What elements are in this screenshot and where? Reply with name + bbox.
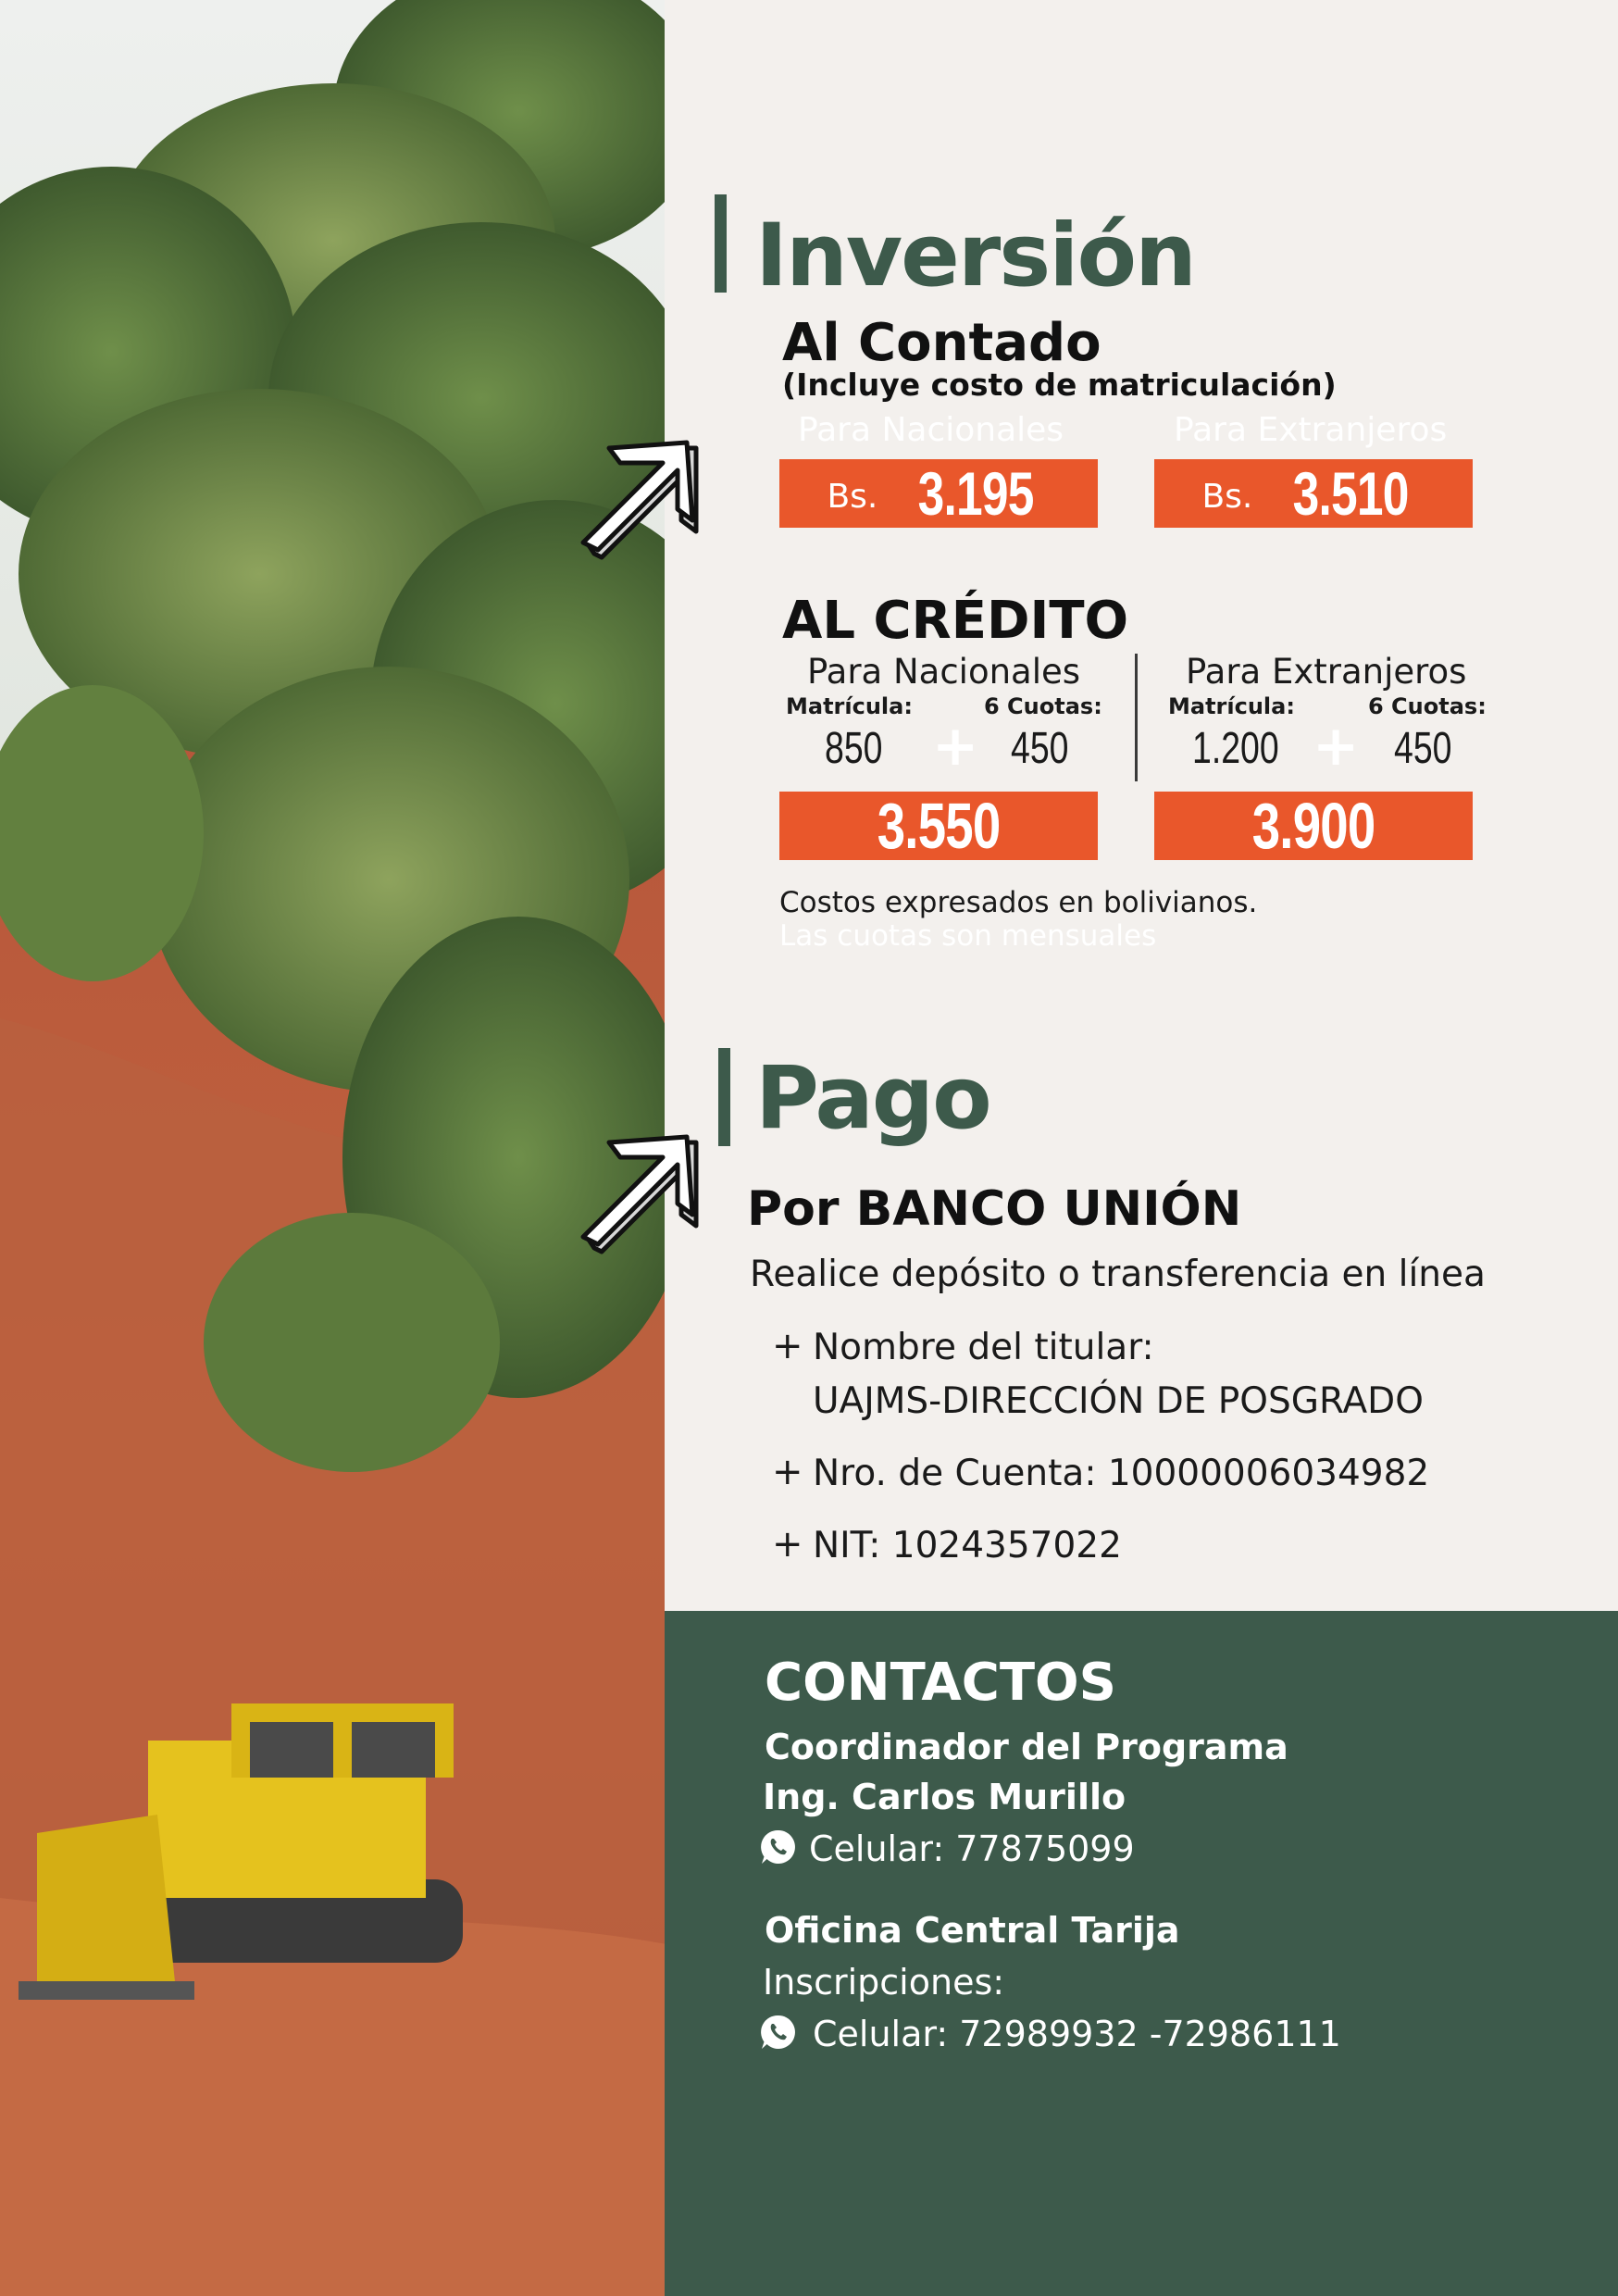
pago-title: Pago [755, 1048, 990, 1149]
credito-divider [1135, 654, 1138, 781]
contado-nacionales-price: 3.195 [917, 459, 1034, 528]
credito-extranjeros-total-box [1154, 792, 1473, 860]
pago-bank: Por BANCO UNIÓN [747, 1181, 1242, 1237]
oficina-label: Oficina Central Tarija [765, 1910, 1180, 1951]
arrow-up-right-icon [566, 424, 713, 570]
whatsapp-icon [759, 1828, 798, 1866]
contado-nacionales-label: Para Nacionales [798, 411, 1064, 449]
pago-section-bar [718, 1048, 730, 1146]
contado-heading: Al Contado [782, 313, 1101, 373]
nacionales-plus: + [932, 714, 979, 779]
coordinador-label: Coordinador del Programa [765, 1727, 1288, 1767]
inversion-title: Inversión [755, 206, 1195, 306]
cuotas-note: Las cuotas son mensuales [779, 919, 1157, 953]
extranjeros-cuotas-value: 450 [1394, 724, 1452, 773]
nacionales-cuotas-label: 6 Cuotas: [984, 693, 1102, 719]
titular-value: UAJMS-DIRECCIÓN DE POSGRADO [813, 1380, 1424, 1422]
inversion-section-bar [715, 194, 727, 293]
nacionales-matricula-label: Matrícula: [786, 693, 913, 719]
bullet-icon: + [772, 1451, 803, 1493]
costos-note: Costos expresados en bolivianos. [779, 886, 1258, 919]
credito-heading: AL CRÉDITO [782, 591, 1129, 651]
currency-label: Bs. [827, 477, 878, 516]
extranjeros-cuotas-label: 6 Cuotas: [1368, 693, 1487, 719]
extranjeros-plus: + [1313, 714, 1360, 779]
bullet-icon: + [772, 1523, 803, 1566]
contado-nacionales-price-box [779, 459, 1098, 528]
extranjeros-matricula-value: 1.200 [1192, 724, 1279, 773]
contado-extranjeros-price: 3.510 [1292, 459, 1409, 528]
arrow-up-right-icon [566, 1118, 713, 1265]
contado-extranjeros-price-box [1154, 459, 1473, 528]
currency-label: Bs. [1201, 477, 1253, 516]
whatsapp-icon [759, 2013, 798, 2052]
contado-extranjeros-label: Para Extranjeros [1174, 411, 1448, 449]
credito-extranjeros-total: 3.900 [1251, 790, 1375, 862]
bullet-icon: + [772, 1325, 803, 1367]
inscripciones-label: Inscripciones: [763, 1962, 1005, 2003]
extranjeros-matricula-label: Matrícula: [1168, 693, 1295, 719]
credito-nacionales-label: Para Nacionales [807, 652, 1081, 692]
oficina-phone[interactable]: Celular: 72989932 -72986111 [813, 2014, 1341, 2054]
nit-number: NIT: 1024357022 [813, 1525, 1122, 1566]
cuenta-number: Nro. de Cuenta: 10000006034982 [813, 1453, 1430, 1494]
pago-instruction: Realice depósito o transferencia en línea [750, 1254, 1486, 1295]
nacionales-cuotas-value: 450 [1011, 724, 1069, 773]
coordinador-name: Ing. Carlos Murillo [763, 1777, 1126, 1817]
credito-extranjeros-label: Para Extranjeros [1186, 652, 1467, 692]
contacts-section [665, 1611, 1618, 2296]
credito-nacionales-total: 3.550 [877, 790, 1001, 862]
titular-label: Nombre del titular: [813, 1327, 1154, 1368]
coordinador-phone[interactable]: Celular: 77875099 [809, 1828, 1135, 1869]
nacionales-matricula-value: 850 [825, 724, 883, 773]
contado-note: (Incluye costo de matriculación) [782, 367, 1337, 403]
credito-nacionales-total-box [779, 792, 1098, 860]
contacts-title: CONTACTOS [765, 1653, 1116, 1713]
